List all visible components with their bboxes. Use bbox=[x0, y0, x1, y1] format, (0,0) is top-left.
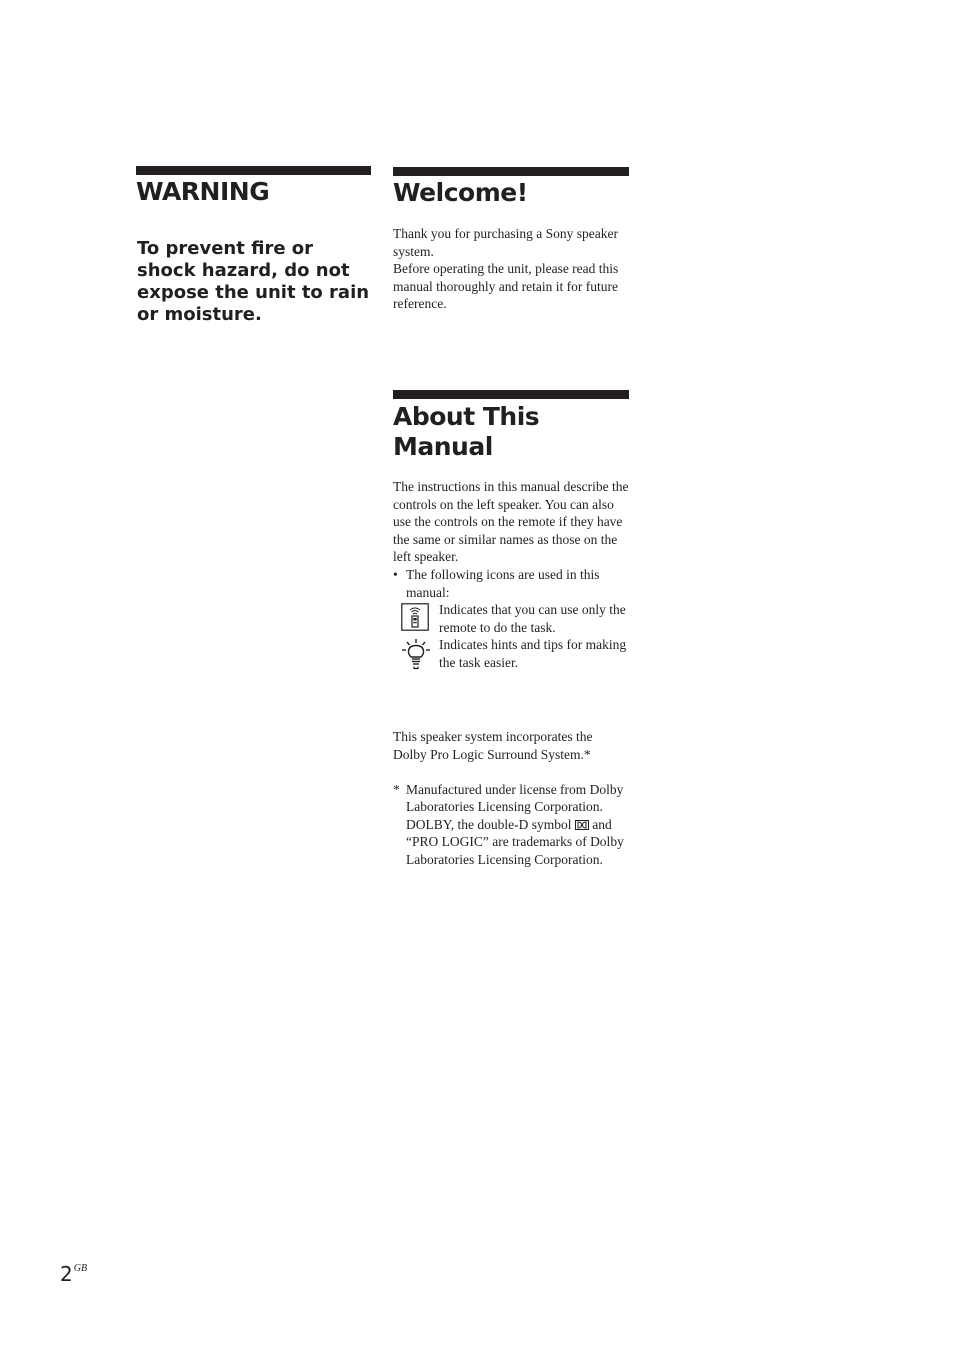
warning-title: WARNING bbox=[136, 177, 270, 206]
remote-icon bbox=[401, 601, 439, 636]
icon-row-remote bbox=[401, 601, 629, 636]
about-title: About This Manual bbox=[393, 402, 540, 461]
page-number-suffix: GB bbox=[73, 1263, 88, 1274]
page-number bbox=[60, 1262, 87, 1286]
footnote-text-b: and “PRO LOGIC” are trademarks of Dolby Laboratories Licensing Corporation. bbox=[406, 816, 624, 867]
dolby-footnote bbox=[393, 781, 629, 869]
warning-rule bbox=[136, 166, 371, 175]
warning-text: To prevent fire or shock hazard, do not expose the unit to rain or moisture. bbox=[137, 238, 370, 325]
icon-row-tips bbox=[401, 636, 629, 675]
page-number-value: 2 bbox=[60, 1262, 73, 1286]
bullet-marker: • bbox=[393, 566, 398, 582]
warning-section bbox=[136, 166, 371, 326]
icon-list-bullet bbox=[393, 566, 629, 601]
welcome-paragraph-1: Thank you for purchasing a Sony speaker system. bbox=[393, 226, 618, 259]
about-rule bbox=[393, 390, 629, 399]
welcome-paragraph-2: Before operating the unit, please read this manual thoroughly and retain it for future reference. bbox=[393, 261, 619, 312]
welcome-section bbox=[393, 167, 629, 313]
about-intro: The instructions in this manual describe the controls on the left speaker. You can also use the controls on the remote if they have the same or similar names as those on the left speaker. bbox=[393, 479, 629, 565]
bullet-text: The following icons are used in this manual: bbox=[406, 566, 600, 600]
about-section bbox=[393, 390, 629, 869]
icon-row-remote-text: Indicates that you can use only the remote to do the task. bbox=[439, 602, 626, 635]
footnote-marker: * bbox=[393, 781, 400, 797]
footnote-text bbox=[406, 781, 629, 869]
dolby-double-d-icon bbox=[575, 820, 589, 830]
lightbulb-icon bbox=[401, 636, 439, 675]
welcome-rule bbox=[393, 167, 629, 176]
icon-row-tips-text: Indicates hints and tips for making the task easier. bbox=[439, 637, 627, 670]
dolby-statement: This speaker system incorporates the Dolby Pro Logic Surround System.* bbox=[393, 729, 593, 762]
footnote-text-a: Manufactured under license from Dolby Laboratories Licensing Corporation. DOLBY, the double-D symbol bbox=[406, 781, 624, 832]
welcome-title: Welcome! bbox=[393, 178, 528, 207]
